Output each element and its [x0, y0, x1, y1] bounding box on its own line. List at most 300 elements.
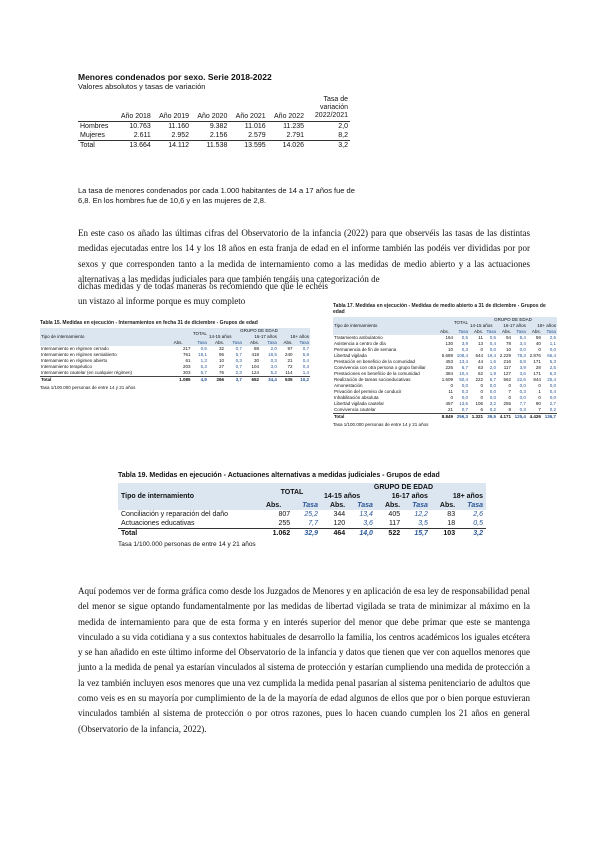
table-cell: 240 — [285, 352, 293, 357]
table-17 — [333, 303, 557, 428]
table-cell: 2,5 — [549, 365, 556, 370]
table-cell: 8 — [508, 407, 511, 412]
table-sexo-note: La tasa de menores condenados por cada 1.000 habitantes de 14 a 17 años fue de 6,8. En los hombres fue de 10,6 y en las mujeres de 2,8. — [78, 186, 355, 205]
table-cell: 3,2 — [458, 529, 486, 539]
table-19-title: Tabla 19. Medidas en ejecución - Actuaciones alternativas a medidas judiciales - Grupos de edad — [118, 472, 440, 479]
table-cell: Hombres — [80, 123, 109, 130]
table-cell: 39,5 — [484, 414, 497, 421]
table-cell: 0,0 — [519, 383, 526, 388]
table-cell: 13.595 — [229, 141, 267, 151]
table-cell: 171 — [533, 359, 541, 364]
table-cell: 5.689 — [441, 353, 453, 358]
paragraph-2: Aquí podemos ver de forma gráfica como desde los Juzgados de Menores y en aplicación de esa ley de responsabilidad penal del menor se sigue optando fundamentalmente por las medidas de libertad vigilada se trata de minimizar al máximo en la medida de internamiento para que de esta forma y en interés superior del menor que debe primar que este se mantenga vinculado a su vida cotidiana y a sus contextos habituales de desarrollo la familia, los centros académicos los iguales etcétera y se han añadido en este último informe del Observatorio de la infancia y datos que tienen que ver con aquellos menores que junto a la medida de penal ya estarían vinculados al sistema de protección y estarían cumpliendo una medida de protección a la vez también incluyen esos menores que una vez cumplida la medida penal pasarían al sistema penitenciario de adultos que como veis es en su mayoría por cumplimiento de la de la mayoría de edad algunos de ellos que por o bien porque estuvieran vinculados también al sistema de protección o por otros razones, pues lo hacen cuando cumplen los 21 años en general (Observatorio de la infancia, 2022). — [78, 586, 530, 734]
table-header: TOTAL — [192, 331, 207, 336]
table-subheader: Tasa — [299, 340, 309, 345]
table-header: 16-17 años — [254, 334, 277, 339]
table-cell: 10 — [219, 358, 225, 363]
table-cell: 4.426 — [527, 414, 542, 421]
table-cell: 0 — [450, 395, 453, 400]
table-cell: 114 — [285, 370, 293, 375]
table-subheader: Tasa — [458, 329, 468, 334]
table-cell: 255 — [503, 401, 511, 406]
table-header: Año 2022 — [268, 95, 306, 122]
table-cell: 3,0 — [270, 364, 277, 369]
table-cell: 0,4 — [489, 341, 496, 346]
table-cell: 5,8 — [302, 352, 309, 357]
table-cell: 21 — [287, 358, 293, 363]
table-cell: 0 — [480, 395, 483, 400]
table-17-title: Tabla 17. Medidas en ejecución - Medidas de medio abierto a 31 de diciembre - Grupos de edad — [333, 303, 546, 315]
table-cell: 44 — [477, 359, 483, 364]
table-cell: Tratamiento ambulatorio — [334, 335, 383, 340]
table-header: TOTAL — [280, 488, 304, 496]
table-cell: Amonestación — [334, 383, 363, 388]
table-cell: 32 — [219, 346, 225, 351]
table-cell: 384 — [445, 371, 453, 376]
table-cell: 171 — [533, 371, 541, 376]
table-cell: 807 — [278, 511, 291, 518]
table-cell: 226 — [445, 365, 453, 370]
table-cell: 103 — [431, 529, 458, 539]
table-cell: 3,5 — [418, 520, 428, 527]
table-cell: 256,3 — [454, 414, 469, 421]
table-subheader: Abs. — [283, 340, 293, 345]
table-cell: 0,7 — [461, 407, 468, 412]
table-cell: 8,4 — [519, 335, 526, 340]
table-row — [118, 529, 486, 539]
table-cell: 2,0 — [270, 346, 277, 351]
table-cell: 0,5 — [461, 335, 468, 340]
table-cell: Internamiento en régimen cerrado — [41, 346, 109, 351]
table-cell: 216 — [503, 359, 511, 364]
table-cell: 2,5 — [549, 335, 556, 340]
table-row — [333, 414, 557, 421]
table-cell: 0 — [538, 383, 541, 388]
table-cell: 72 — [287, 364, 293, 369]
table-cell: 10.763 — [129, 123, 151, 130]
table-cell: 2.229 — [499, 353, 511, 358]
table-cell: 13,4 — [459, 359, 468, 364]
table-17-note: Tasa 1/100.000 personas de entre 14 y 21 años — [333, 422, 429, 427]
table-cell: 6 — [480, 407, 483, 412]
table-15 — [40, 320, 310, 391]
table-cell: 203 — [183, 364, 191, 369]
table-cell: 0 — [450, 383, 453, 388]
table-cell: 5,7 — [235, 352, 242, 357]
table-cell: 644 — [475, 353, 483, 358]
table-subheader: Tasa — [546, 329, 556, 334]
table-header — [78, 95, 115, 122]
table-cell: 22,6 — [517, 377, 526, 382]
table-cell: 344 — [333, 511, 346, 518]
table-cell: Libertad vigilada cautelar — [334, 401, 385, 406]
table-cell: Conciliación y reparación del daño — [121, 511, 229, 518]
table-cell: 4,9 — [192, 377, 208, 384]
table-cell: Asistencia a centro de día — [334, 341, 386, 346]
table-cell: 18,1 — [198, 352, 207, 357]
table-header: Año 2020 — [191, 95, 229, 122]
table-cell: 11 — [448, 389, 453, 394]
table-cell: 1,9 — [489, 371, 496, 376]
table-cell: Prestaciones en beneficio de la comunidad — [334, 371, 420, 376]
table-subheader: Tasa — [267, 340, 277, 345]
table-cell: 0,3 — [270, 358, 277, 363]
table-cell: 59 — [535, 335, 541, 340]
table-cell: 0,7 — [302, 346, 309, 351]
table-cell: 120 — [333, 520, 346, 527]
table-header: Tipo de internamiento — [334, 323, 378, 328]
table-subheader: Tasa — [516, 329, 526, 334]
table-cell: 0,3 — [235, 358, 242, 363]
table-header: Tipo de internamiento — [41, 334, 85, 339]
table-cell: Internamiento terapéutico — [41, 364, 93, 369]
table-cell: 11 — [478, 335, 483, 340]
table-cell: 0,3 — [519, 389, 526, 394]
table-row — [40, 377, 310, 384]
table-cell: 0,0 — [461, 395, 468, 400]
table-subheader: Abs. — [265, 502, 282, 509]
table-header: 16-17 años — [391, 493, 428, 500]
table-cell: 4.171 — [497, 414, 512, 421]
table-cell: 844 — [533, 377, 541, 382]
table-cell: 3,2 — [306, 141, 350, 151]
table-cell: 3,2 — [489, 401, 496, 406]
table-cell: 453 — [445, 359, 453, 364]
table-cell: 2,0 — [489, 365, 496, 370]
table-cell: 25,2 — [304, 511, 318, 518]
table-cell: 6,8 — [519, 359, 526, 364]
table-cell: 255 — [278, 520, 291, 527]
table-cell: 25,4 — [547, 377, 556, 382]
table-cell: 117 — [388, 520, 401, 527]
table-cell: 0,3 — [519, 407, 526, 412]
table-cell: 0 — [538, 347, 541, 352]
table-cell: 14.112 — [153, 141, 191, 151]
table-cell: 106 — [475, 401, 483, 406]
table-cell: 1.609 — [441, 377, 453, 382]
table-cell: 50,4 — [459, 377, 468, 382]
table-header: 18+ años — [452, 493, 483, 500]
table-cell: 2,6 — [473, 511, 483, 518]
table-cell: 1,1 — [549, 341, 556, 346]
table-subheader: Tasa — [467, 502, 483, 509]
table-row — [78, 131, 350, 141]
table-sexo — [78, 72, 358, 150]
table-cell: 117 — [503, 365, 511, 370]
table-cell: 7 — [538, 407, 541, 412]
table-cell: 12,2 — [414, 511, 428, 518]
table-cell: 30 — [253, 358, 259, 363]
table-subheader: Tasa — [302, 502, 318, 509]
table-cell: 0,0 — [519, 395, 526, 400]
table-cell: 405 — [388, 511, 401, 518]
table-cell: 222 — [475, 377, 483, 382]
table-cell: Realización de tareas socioeducativas — [334, 377, 411, 382]
table-sexo-title: Menores condenados por sexo. Serie 2018-2022 — [78, 72, 272, 82]
table-cell: 0 — [508, 395, 511, 400]
table-cell: 76 — [219, 370, 225, 375]
table-cell: Internamiento cautelar (en cualquier régimen) — [41, 370, 133, 375]
table-cell: 1,3 — [200, 358, 207, 363]
table-cell: 3,6 — [519, 371, 526, 376]
table-header: Año 2019 — [153, 95, 191, 122]
table-row — [118, 519, 486, 529]
table-cell: 6,7 — [461, 365, 468, 370]
table-cell: 5,2 — [270, 370, 277, 375]
table-cell: 13,6 — [459, 401, 468, 406]
table-subheader: Abs. — [531, 329, 541, 334]
table-cell: 78 — [505, 341, 511, 346]
table-cell: 1.321 — [469, 414, 484, 421]
table-cell: 0,7 — [235, 346, 242, 351]
table-cell: 27 — [219, 364, 225, 369]
table-cell: 96 — [219, 352, 225, 357]
table-subheader: Abs. — [501, 329, 511, 334]
table-cell: 104 — [251, 364, 259, 369]
table-cell: 136,7 — [542, 414, 557, 421]
table-cell: 562 — [503, 377, 511, 382]
table-cell: 90 — [535, 401, 541, 406]
table-header: 14-15 años — [469, 323, 493, 328]
table-cell: 18,5 — [268, 352, 277, 357]
table-subheader: Abs. — [440, 329, 450, 334]
table-cell: 5,3 — [200, 364, 207, 369]
table-subheader: Tasa — [412, 502, 428, 509]
table-cell: Actuaciones educativas — [121, 520, 195, 527]
table-cell: 66,4 — [547, 353, 556, 358]
table-cell: 418 — [251, 352, 259, 357]
table-cell: 7,7 — [308, 520, 318, 527]
table-cell: 0,0 — [489, 395, 496, 400]
table-header: 18+ años — [537, 323, 556, 328]
table-header: Año 2018 — [115, 95, 153, 122]
table-cell: 0,7 — [235, 364, 242, 369]
table-cell: 1 — [538, 389, 541, 394]
table-19-grid — [118, 483, 486, 538]
table-cell: 522 — [376, 529, 403, 539]
table-cell: 652 — [243, 377, 260, 384]
table-cell: 0,0 — [489, 347, 496, 352]
table-19-note: Tasa 1/100.000 personas de entre 14 y 21 años — [118, 541, 256, 548]
table-cell: 28 — [535, 365, 541, 370]
table-cell: 6,7 — [489, 377, 496, 382]
table-cell: 0,0 — [489, 389, 496, 394]
table-cell: Total — [40, 377, 173, 384]
table-cell: Total — [78, 141, 115, 151]
table-cell: 2,3 — [235, 370, 242, 375]
table-cell: 3,9 — [519, 365, 526, 370]
table-row — [78, 141, 350, 151]
table-cell: 1.085 — [173, 377, 192, 384]
table-subheader: Abs. — [215, 340, 225, 345]
table-cell: 78,3 — [517, 353, 526, 358]
paragraph-1: En este caso os añado las últimas cifras del Observatorio de la infancia (2022) para que observéis las tasas de las distintas medidas ejecutadas entre los 14 y los 18 años en esta franja de edad en el informe también las podéis ver divididas por por sexos y que corresponden tanto a la medida de internamiento como a las medidas de medio abierto y a las actuaciones alternativas a las medidas judiciales para que también tengáis una categorización de — [78, 228, 530, 284]
table-cell: 0,0 — [549, 383, 556, 388]
table-cell: 0,0 — [549, 395, 556, 400]
table-cell: 0 — [538, 395, 541, 400]
table-cell: 2.579 — [248, 132, 266, 139]
table-cell: 88 — [253, 346, 259, 351]
table-sexo-grid — [78, 95, 350, 150]
table-cell: 2.611 — [133, 132, 151, 139]
table-cell: 2.156 — [209, 132, 228, 139]
table-cell: 0,0 — [489, 383, 496, 388]
table-cell: 0,5 — [489, 335, 496, 340]
table-cell: 6,3 — [549, 371, 556, 376]
table-cell: 13,4 — [359, 511, 373, 518]
table-cell: 13.664 — [115, 141, 153, 151]
table-subheader: Tasa — [197, 340, 207, 345]
table-cell: 15,7 — [403, 529, 431, 539]
table-cell: 0 — [480, 383, 483, 388]
table-header: Tipo de internamiento — [121, 493, 194, 500]
table-cell: 1,6 — [489, 359, 496, 364]
table-cell: 0 — [508, 383, 511, 388]
table-subheader: Abs. — [173, 340, 183, 345]
table-header: GRUPO DE EDAD — [494, 317, 532, 322]
table-cell: 0,5 — [473, 520, 483, 527]
table-cell: Convivencia cautelar — [334, 407, 376, 412]
table-subheader: Abs. — [473, 329, 483, 334]
table-cell: 21 — [447, 407, 453, 412]
table-cell: 11.538 — [191, 141, 229, 151]
table-cell: 535 — [278, 377, 294, 384]
table-cell: 2.876 — [529, 353, 541, 358]
table-cell: 19,4 — [487, 353, 496, 358]
table-cell: 14.026 — [268, 141, 306, 151]
table-subheader: Tasa — [486, 329, 496, 334]
paragraph-1b: dichas medidas y de todas maneras os recomiendo que que le echéis un vistazo al informe porque es muy completo — [78, 281, 328, 307]
table-cell: 0,3 — [302, 364, 309, 369]
table-header: GRUPO DE EDAD — [240, 328, 278, 333]
table-cell: Permanencia de fin de semana — [334, 347, 397, 352]
table-cell: 8,2 — [338, 132, 348, 139]
table-subheader: Abs. — [384, 502, 401, 509]
table-cell: 2,0 — [338, 123, 348, 130]
table-cell: 0,3 — [461, 347, 468, 352]
table-cell: 13 — [477, 341, 483, 346]
table-cell: 130 — [445, 341, 453, 346]
table-cell: 2.791 — [286, 132, 304, 139]
table-cell: Inhabilitación absoluta — [334, 395, 379, 400]
table-15-note: Tasa 1/100.000 personas de entre 14 y 21 años — [40, 385, 136, 390]
table-cell: 303 — [183, 370, 191, 375]
table-cell: 7,7 — [519, 401, 526, 406]
table-15-grid — [40, 328, 310, 383]
table-cell: 125,4 — [512, 414, 527, 421]
table-cell: Total — [118, 529, 263, 539]
table-subheader: Tasa — [357, 502, 373, 509]
table-header: 14-15 años — [208, 334, 232, 339]
table-subheader: Tasa — [232, 340, 242, 345]
table-cell: 0 — [480, 347, 483, 352]
table-cell: Privación del permiso de conducir — [334, 389, 402, 394]
table-cell: 10 — [505, 347, 511, 352]
table-cell: 63 — [477, 365, 483, 370]
table-cell: 0,5 — [200, 346, 207, 351]
table-cell: 464 — [321, 529, 348, 539]
table-cell: 7 — [508, 389, 511, 394]
table-cell: 1,4 — [302, 370, 309, 375]
table-cell: Convivencia con otra persona o grupo familiar — [334, 365, 426, 370]
table-row — [78, 122, 350, 132]
table-cell: 8.849 — [439, 414, 454, 421]
table-cell: 94 — [505, 335, 511, 340]
table-cell: 3,4 — [519, 341, 526, 346]
table-cell: 40 — [535, 341, 541, 346]
table-cell: 1.062 — [263, 529, 293, 539]
table-19 — [118, 472, 486, 548]
table-cell: 108,4 — [456, 353, 468, 358]
table-row — [118, 510, 486, 519]
table-cell: 761 — [183, 352, 191, 357]
table-header: 18+ años — [290, 334, 309, 339]
table-subheader: Abs. — [329, 502, 346, 509]
table-sexo-subtitle: Valores absolutos y tasas de variación — [78, 82, 206, 91]
table-header: 16-17 años — [503, 323, 526, 328]
table-cell: 10,4 — [459, 371, 468, 376]
table-cell: 457 — [445, 401, 453, 406]
table-cell: 2.952 — [171, 132, 190, 139]
table-17-grid — [333, 317, 557, 420]
table-cell: Prestación en beneficio de la comunidad — [334, 359, 416, 364]
table-cell: 0,4 — [302, 358, 309, 363]
table-cell: 0,0 — [461, 383, 468, 388]
table-cell: 217 — [183, 346, 191, 351]
table-cell: 3,9 — [461, 341, 468, 346]
table-cell: 11.235 — [283, 123, 304, 130]
table-cell: 127 — [503, 371, 511, 376]
table-cell: 266 — [208, 377, 225, 384]
table-cell: Internamiento en régimen semiabierto — [41, 352, 117, 357]
table-header: Año 2021 — [229, 95, 267, 122]
table-cell: Libertad vigilada — [334, 353, 367, 358]
table-header: Tasa de variación 2022/2021 — [306, 95, 350, 122]
table-cell: 0 — [480, 389, 483, 394]
table-cell: 10 — [447, 347, 453, 352]
table-cell: Total — [333, 414, 439, 421]
table-cell: 0,2 — [549, 407, 556, 412]
table-header: 14-15 años — [323, 493, 361, 500]
table-cell: 10,2 — [294, 377, 310, 384]
table-cell: 3,6 — [363, 520, 373, 527]
table-cell: 6,7 — [200, 370, 207, 375]
table-cell: 5,3 — [549, 359, 556, 364]
table-cell: 18 — [447, 520, 456, 527]
table-cell: 32,9 — [293, 529, 321, 539]
table-subheader: Abs. — [439, 502, 456, 509]
table-cell: 61 — [185, 358, 191, 363]
table-cell: 164 — [445, 335, 453, 340]
table-cell: 124 — [251, 370, 259, 375]
table-cell: 0,0 — [549, 347, 556, 352]
table-cell: 83 — [447, 511, 456, 518]
table-cell: 97 — [287, 346, 293, 351]
table-cell: 14,0 — [348, 529, 376, 539]
table-cell: Mujeres — [80, 132, 105, 139]
table-cell: 34,4 — [260, 377, 278, 384]
table-cell: 2,7 — [549, 401, 556, 406]
table-cell: 0,3 — [461, 389, 468, 394]
table-cell: Internamiento en régimen abierto — [41, 358, 108, 363]
table-cell: 0,4 — [549, 389, 556, 394]
table-cell: 11.160 — [168, 123, 190, 130]
table-header: GRUPO DE EDAD — [373, 484, 434, 491]
table-cell: 11.016 — [244, 123, 266, 130]
table-cell: 9.382 — [209, 123, 228, 130]
table-header: TOTAL — [453, 320, 468, 325]
table-cell: 62 — [477, 371, 483, 376]
